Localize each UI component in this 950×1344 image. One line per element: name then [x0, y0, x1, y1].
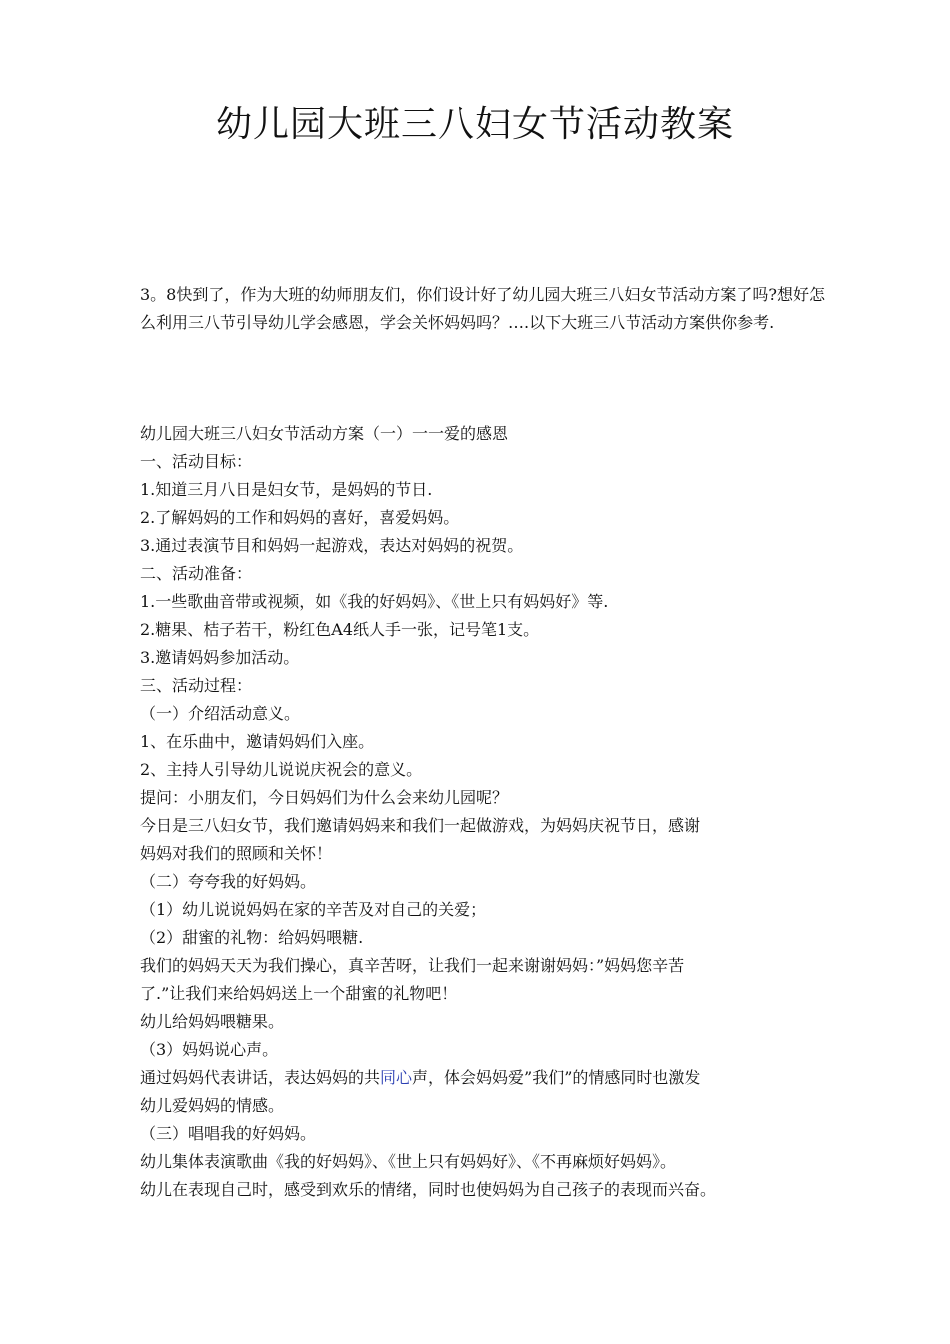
text-line: 2.糖果、桔子若干，粉红色A4纸人手一张，记号笔1支。	[140, 620, 540, 639]
text-segment: 通过妈妈代表讲话，表达妈妈的共	[140, 1068, 381, 1087]
text-line: 1、在乐曲中，邀请妈妈们入座。	[140, 732, 375, 751]
text-line: 我们的妈妈天天为我们操心，真辛苦呀，让我们一起来谢谢妈妈：”妈妈您辛苦	[140, 956, 685, 975]
text-line: 1.知道三月八日是妇女节，是妈妈的节日.	[140, 480, 433, 499]
heading-sing: （三）唱唱我的好妈妈。	[140, 1124, 317, 1143]
highlighted-text: 同心	[380, 1068, 413, 1087]
text-segment: 声，体会妈妈爱”我们”的情感同时也激发	[412, 1068, 701, 1087]
text-line: （1）幼儿说说妈妈在家的辛苦及对自己的关爱；	[140, 900, 487, 919]
text-line: 幼儿给妈妈喂糖果。	[140, 1012, 285, 1031]
document-body	[140, 420, 830, 1204]
text-line: （2）甜蜜的礼物：给妈妈喂糖.	[140, 928, 364, 947]
text-line: 幼儿集体表演歌曲《我的好妈妈》、《世上只有妈妈好》、《不再麻烦好妈妈》。	[140, 1152, 677, 1171]
text-line: 了.”让我们来给妈妈送上一个甜蜜的礼物吧！	[140, 984, 458, 1003]
text-line: 幼儿在表现自己时，感受到欢乐的情绪，同时也使妈妈为自己孩子的表现而兴奋。	[140, 1180, 717, 1199]
intro-paragraph: 3。8快到了，作为大班的幼师朋友们，你们设计好了幼儿园大班三八妇女节活动方案了吗?想好怎么利用三八节引导幼儿学会感恩，学会关怀妈妈吗？….以下大班三八节活动方案供你参考.	[140, 285, 825, 332]
text-line: 妈妈对我们的照顾和关怀！	[140, 844, 333, 863]
heading-preparation: 二、活动准备：	[140, 564, 253, 583]
text-line: （二）夸夸我的好妈妈。	[140, 872, 317, 891]
text-line: 3.通过表演节目和妈妈一起游戏，表达对妈妈的祝贺。	[140, 536, 524, 555]
text-line: 今日是三八妇女节，我们邀请妈妈来和我们一起做游戏，为妈妈庆祝节日，感谢	[140, 816, 701, 835]
document-title: 幼儿园大班三八妇女节活动教案	[215, 104, 734, 145]
heading-process: 三、活动过程：	[140, 676, 253, 695]
text-line: 2、主持人引导幼儿说说庆祝会的意义。	[140, 760, 423, 779]
heading-goals: 一、活动目标：	[140, 452, 253, 471]
section-heading: 幼儿园大班三八妇女节活动方案（一）一一爱的感恩	[140, 424, 509, 443]
text-line: 3.邀请妈妈参加活动。	[140, 648, 300, 667]
text-line: 1.一些歌曲音带或视频，如《我的好妈妈》、《世上只有妈妈好》等.	[140, 592, 609, 611]
text-line: 2.了解妈妈的工作和妈妈的喜好，喜爱妈妈。	[140, 508, 460, 527]
highlight-text-line	[140, 1064, 830, 1092]
text-line: 幼儿爱妈妈的情感。	[140, 1096, 285, 1115]
text-line: 提问：小朋友们，今日妈妈们为什么会来幼儿园呢？	[140, 788, 509, 807]
text-line: （3）妈妈说心声。	[140, 1040, 279, 1059]
text-line: （一）介绍活动意义。	[140, 704, 301, 723]
